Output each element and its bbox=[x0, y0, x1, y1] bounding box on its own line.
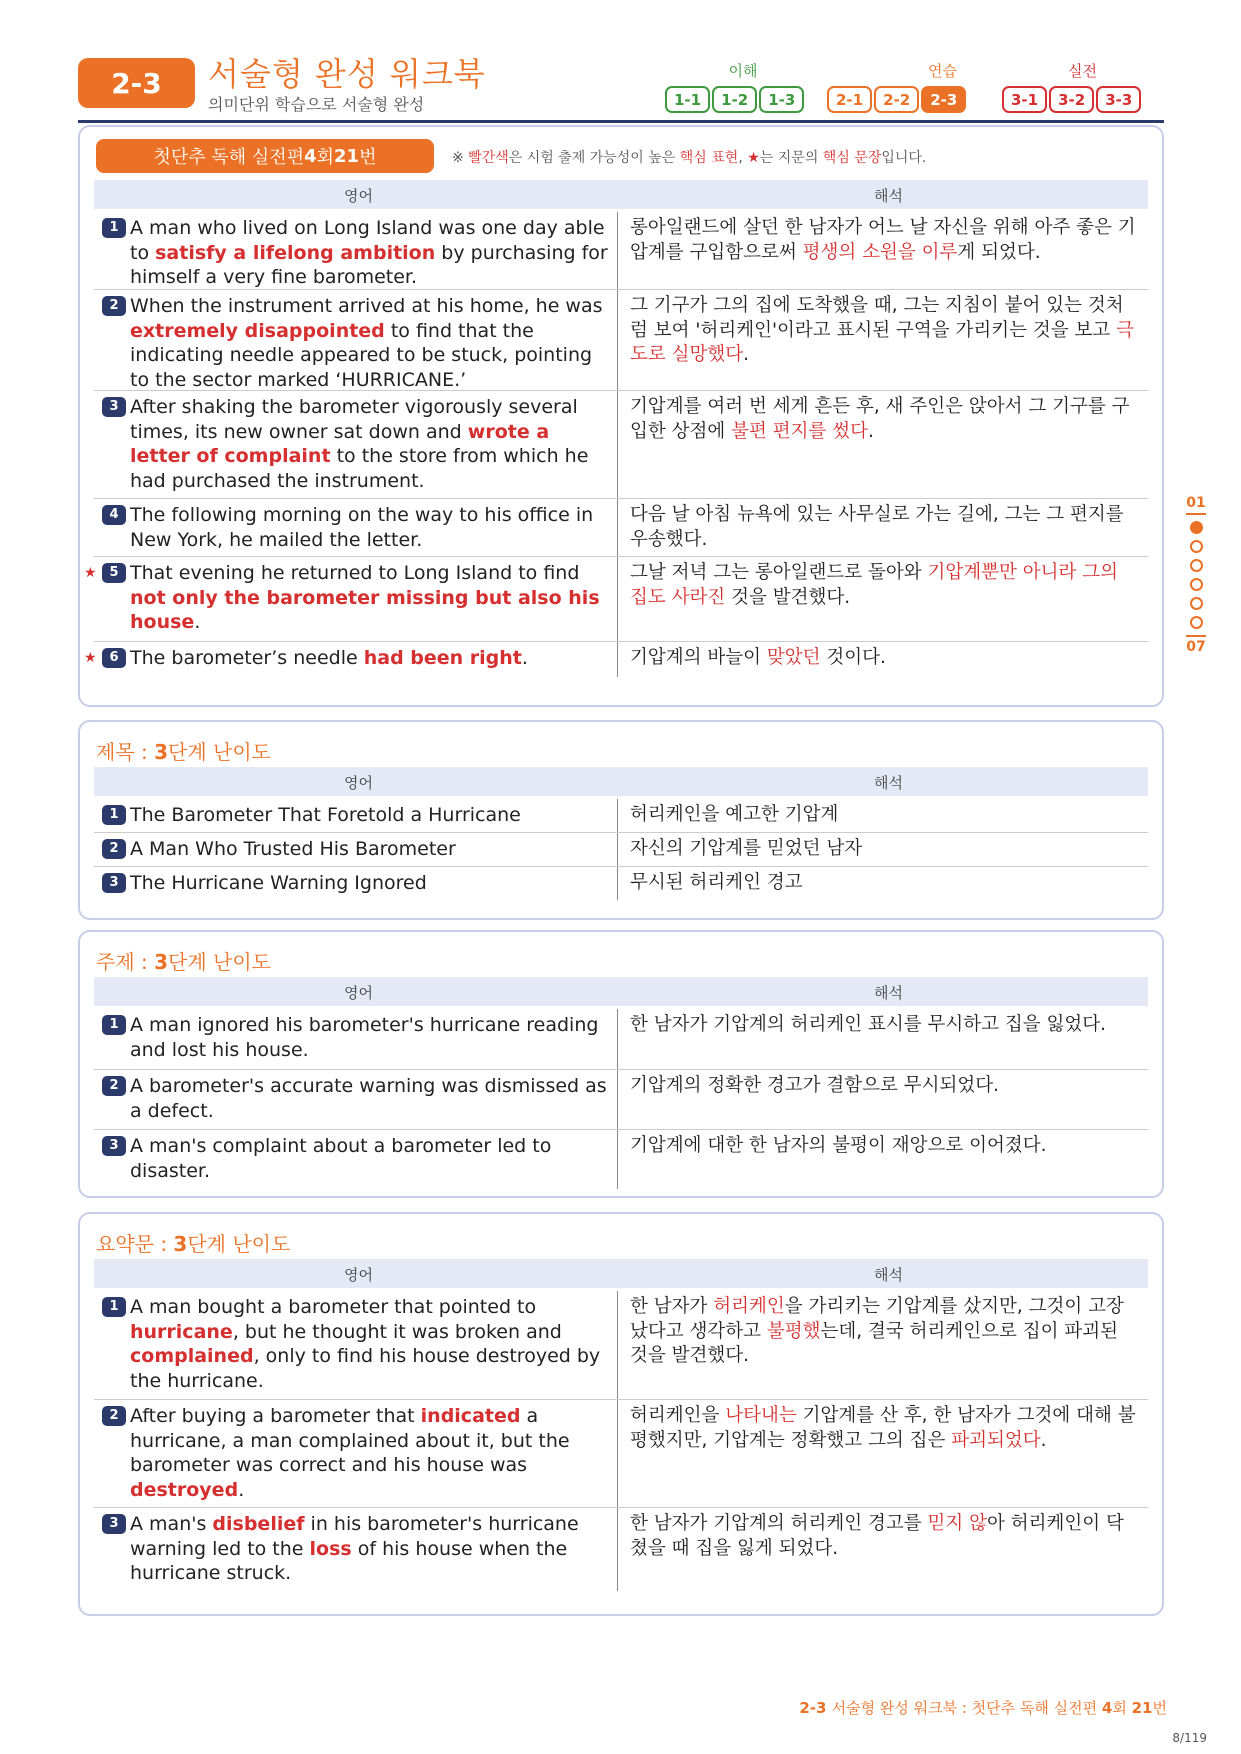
header-divider bbox=[78, 120, 1164, 123]
text: 그 기구가 그의 집에 도착했을 때, 그는 지침이 붙어 있는 것처럼 보여 '허리케인'이라고 표시된 구역을 가리키는 것을 보고 bbox=[630, 295, 1124, 341]
column-header-english: 영어 bbox=[344, 774, 373, 792]
key-expression: complained bbox=[130, 1345, 254, 1367]
korean-cell: 한 남자가 기압계의 허리케인 표시를 무시하고 집을 잃었다. bbox=[630, 1014, 1106, 1035]
english-cell bbox=[94, 799, 618, 832]
section-badge: 2-3 bbox=[78, 58, 195, 108]
option-number: 3 bbox=[102, 1514, 126, 1534]
level-label-understand: 이해 bbox=[728, 62, 758, 80]
english-cell bbox=[84, 642, 618, 677]
text: 단계 난이도 bbox=[168, 950, 271, 974]
korean-cell bbox=[618, 290, 1148, 390]
sentence-number: 1 bbox=[102, 218, 126, 238]
passage-source-pill bbox=[96, 139, 434, 173]
page-subtitle: 의미단위 학습으로 서술형 완성 bbox=[208, 95, 425, 114]
text: 허리케인을 bbox=[630, 1405, 726, 1426]
key-expression: 평생의 소원을 이루 bbox=[802, 241, 958, 263]
column-header-korean: 해석 bbox=[874, 1266, 903, 1284]
korean-cell bbox=[618, 642, 1148, 677]
passage-box bbox=[78, 125, 1164, 707]
text: 아 허리케인이 닥쳤을 때 집을 잃게 되었다. bbox=[630, 1513, 1124, 1559]
text: That evening he returned to Long Island to find bbox=[130, 562, 580, 584]
text: 서술형 완성 워크북 : 첫단추 독해 실전편 bbox=[831, 1699, 1102, 1717]
sentence-number: 2 bbox=[102, 296, 126, 316]
korean-cell bbox=[618, 1400, 1148, 1507]
title-table bbox=[94, 799, 1148, 900]
option-number: 2 bbox=[102, 1406, 126, 1426]
key-expression: 불평했 bbox=[766, 1320, 821, 1342]
table-row bbox=[94, 212, 1148, 289]
table-row bbox=[84, 641, 1148, 677]
column-header bbox=[94, 180, 1148, 209]
column-header bbox=[94, 1259, 1148, 1288]
text: After buying a barometer that bbox=[130, 1405, 421, 1427]
text: 그날 저녁 그는 롱아일랜드로 돌아와 bbox=[630, 562, 928, 583]
title-box bbox=[78, 720, 1164, 920]
level-number: 3 bbox=[154, 950, 169, 974]
korean-cell bbox=[618, 1508, 1148, 1591]
table-row bbox=[94, 390, 1148, 498]
column-header-korean: 해석 bbox=[874, 984, 903, 1002]
korean-cell bbox=[618, 1291, 1148, 1399]
text: The barometer’s needle bbox=[130, 647, 364, 669]
table-row bbox=[94, 1507, 1148, 1591]
level-label-real: 실전 bbox=[1068, 62, 1097, 80]
text: . bbox=[867, 420, 874, 442]
topic-box bbox=[78, 930, 1164, 1198]
note-red: 빨간색 bbox=[468, 150, 509, 166]
level-group-real bbox=[1000, 84, 1143, 115]
english-cell bbox=[94, 1070, 618, 1129]
korean-cell bbox=[618, 212, 1148, 289]
text: , but he thought it was broken and bbox=[232, 1320, 562, 1343]
text: 게 되었다. bbox=[957, 241, 1041, 263]
passage-table bbox=[84, 212, 1148, 677]
column-header-english: 영어 bbox=[344, 1266, 373, 1284]
key-expression: indicated bbox=[420, 1405, 521, 1427]
text: 번 bbox=[1152, 1699, 1167, 1717]
level-group-understand bbox=[663, 84, 806, 115]
text: 것을 발견했다. bbox=[725, 586, 851, 608]
level-label-practice: 연습 bbox=[928, 62, 957, 80]
footer-round: 4 bbox=[1101, 1699, 1113, 1717]
footer-number: 21 bbox=[1131, 1699, 1153, 1717]
table-row bbox=[94, 799, 1148, 832]
text: . bbox=[238, 1478, 245, 1501]
level-tab-1-3[interactable]: 1-3 bbox=[759, 86, 804, 113]
text: a hurricane, a man complained about it, but the barometer was correct and his house was bbox=[130, 1405, 570, 1476]
text: 제목 : bbox=[96, 740, 155, 764]
progress-dot[interactable] bbox=[1190, 578, 1203, 591]
table-row bbox=[94, 1009, 1148, 1069]
text: 기압계를 여러 번 세게 흔든 후, 새 주인은 앉아서 그 기구를 구입한 상점에 bbox=[630, 396, 1130, 442]
korean-cell: 자신의 기압계를 믿었던 남자 bbox=[630, 838, 863, 859]
text: 회 bbox=[1112, 1699, 1132, 1717]
key-expression: satisfy a lifelong ambition bbox=[155, 241, 436, 264]
note-text: 은 시험 출제 가능성이 높은 bbox=[508, 150, 680, 166]
table-row bbox=[94, 1399, 1148, 1507]
star-icon: ★ bbox=[84, 650, 97, 666]
key-expression: 맞았던 bbox=[766, 647, 821, 668]
english-cell bbox=[94, 1009, 618, 1069]
text: 는데, 결국 허리케인으로 집이 파괴된 것을 발견했다. bbox=[630, 1320, 1118, 1366]
text: 것이다. bbox=[820, 647, 886, 668]
text: A barometer's accurate warning was dismissed as a defect. bbox=[130, 1075, 607, 1122]
topic-table bbox=[94, 1009, 1148, 1189]
pill-number: 21 bbox=[334, 145, 360, 167]
column-header-english: 영어 bbox=[344, 984, 373, 1002]
english-cell bbox=[94, 1400, 618, 1507]
progress-dot[interactable] bbox=[1190, 540, 1203, 553]
level-group-practice bbox=[825, 84, 968, 115]
page-number: 8/119 bbox=[1172, 1731, 1207, 1745]
option-number: 3 bbox=[102, 1136, 126, 1156]
key-expression: wrote a letter of complaint bbox=[130, 420, 550, 467]
table-row bbox=[94, 866, 1148, 900]
text: , only to find his house destroyed by the hurricane. bbox=[130, 1345, 601, 1392]
level-tab-2-3[interactable]: 2-3 bbox=[921, 86, 966, 113]
key-expression: not only the barometer missing but also his house bbox=[130, 586, 600, 633]
text: to find that the indicating needle appeared to be stuck, pointing to the sector marked ‘HURRICANE.’ bbox=[130, 319, 593, 391]
sentence-number: 6 bbox=[102, 648, 126, 668]
key-expression: extremely disappointed bbox=[130, 319, 385, 342]
option-number: 1 bbox=[102, 1015, 126, 1035]
option-number: 1 bbox=[102, 1297, 126, 1317]
level-tab-2-2[interactable]: 2-2 bbox=[874, 86, 919, 113]
english-cell bbox=[94, 290, 618, 390]
english-cell bbox=[94, 1130, 618, 1189]
column-header-korean: 해석 bbox=[874, 774, 903, 792]
column-header bbox=[94, 767, 1148, 796]
english-cell bbox=[84, 557, 618, 641]
pill-text: 첫단추 독해 실전편 bbox=[153, 147, 305, 168]
side-end-number: 07 bbox=[1186, 639, 1206, 655]
column-header-korean: 해석 bbox=[874, 187, 903, 205]
progress-dot[interactable] bbox=[1190, 597, 1203, 610]
english-cell bbox=[94, 499, 618, 556]
key-expression: hurricane bbox=[130, 1320, 233, 1343]
text: of his house when the hurricane struck. bbox=[130, 1537, 568, 1584]
summary-box bbox=[78, 1212, 1164, 1616]
text: . bbox=[1040, 1429, 1047, 1451]
table-row bbox=[94, 498, 1148, 556]
english-cell bbox=[94, 212, 618, 289]
level-tab-1-2[interactable]: 1-2 bbox=[712, 86, 757, 113]
text: . bbox=[521, 647, 528, 669]
side-progress bbox=[1182, 495, 1210, 655]
progress-dot[interactable] bbox=[1190, 559, 1203, 572]
option-number: 2 bbox=[102, 1076, 126, 1096]
sentence-number: 5 bbox=[102, 563, 126, 583]
text: A man's complaint about a barometer led to disaster. bbox=[130, 1135, 552, 1182]
option-number: 3 bbox=[102, 873, 126, 893]
text: The following morning on the way to his office in New York, he mailed the letter. bbox=[130, 504, 594, 551]
key-expression: had been right bbox=[363, 647, 522, 669]
key-expression: 불편 편지를 썼다 bbox=[731, 420, 868, 442]
legend-note bbox=[452, 147, 926, 167]
footer-caption bbox=[799, 1697, 1167, 1718]
key-expression: 극도로 실망했다 bbox=[630, 319, 1134, 365]
key-expression: 허리케인 bbox=[713, 1296, 785, 1317]
korean-cell bbox=[618, 391, 1148, 498]
column-header-english: 영어 bbox=[344, 187, 373, 205]
text: A man ignored his barometer's hurricane reading and lost his house. bbox=[130, 1014, 599, 1061]
side-start-number: 01 bbox=[1186, 495, 1206, 511]
table-row bbox=[94, 289, 1148, 390]
column-header bbox=[94, 977, 1148, 1006]
note-text: ※ bbox=[452, 150, 469, 166]
text: A Man Who Trusted His Barometer bbox=[130, 838, 456, 860]
korean-cell: 허리케인을 예고한 기압계 bbox=[630, 804, 839, 825]
table-row bbox=[94, 832, 1148, 866]
level-tab-2-1[interactable]: 2-1 bbox=[827, 86, 872, 113]
korean-cell: 무시된 허리케인 경고 bbox=[630, 872, 803, 893]
text: . bbox=[194, 611, 201, 633]
table-row bbox=[94, 1069, 1148, 1129]
text: A man who lived on Long Island was one day able to bbox=[130, 217, 605, 264]
text: A man bought a barometer that pointed to bbox=[130, 1296, 537, 1318]
pill-text: 회 bbox=[316, 147, 334, 168]
text: 롱아일랜드에 살던 한 남자가 어느 날 자신을 위해 아주 좋은 기압계를 구입함으로써 bbox=[630, 217, 1136, 263]
star-icon: ★ bbox=[84, 565, 97, 581]
text: 을 가리키는 기압계를 샀지만, 그것이 고장났다고 생각하고 bbox=[630, 1296, 1124, 1342]
summary-table bbox=[94, 1291, 1148, 1591]
section-title bbox=[96, 736, 271, 765]
level-tab-3-2[interactable]: 3-2 bbox=[1049, 86, 1094, 113]
key-expression: destroyed bbox=[130, 1478, 239, 1501]
pill-text: 번 bbox=[359, 147, 377, 168]
text: When the instrument arrived at his home, he was bbox=[130, 295, 603, 317]
level-tab-3-1[interactable]: 3-1 bbox=[1002, 86, 1047, 113]
text: 단계 난이도 bbox=[168, 740, 271, 764]
level-number: 3 bbox=[154, 740, 169, 764]
text: . bbox=[743, 344, 749, 365]
text: 한 남자가 기압계의 허리케인 경고를 bbox=[630, 1513, 928, 1534]
section-title bbox=[96, 1228, 290, 1257]
text: 기압계의 바늘이 bbox=[630, 647, 767, 668]
option-number: 1 bbox=[102, 805, 126, 825]
english-cell bbox=[94, 867, 618, 900]
english-cell bbox=[94, 833, 618, 866]
text: 단계 난이도 bbox=[187, 1232, 291, 1256]
text: in his barometer's hurricane warning led to the bbox=[130, 1513, 579, 1560]
star-icon: ★ bbox=[747, 150, 760, 166]
text: by purchasing for himself a very fine barometer. bbox=[130, 241, 608, 288]
note-red: 핵심 표현 bbox=[679, 150, 739, 166]
key-expression: disbelief bbox=[212, 1513, 305, 1535]
section-title bbox=[96, 946, 271, 975]
option-number: 2 bbox=[102, 839, 126, 859]
text: A man's bbox=[130, 1513, 213, 1535]
text: The Barometer That Foretold a Hurricane bbox=[130, 804, 521, 826]
note-text: 입니다. bbox=[881, 150, 927, 166]
korean-cell: 기압계에 대한 한 남자의 불평이 재앙으로 이어졌다. bbox=[630, 1135, 1047, 1156]
level-tab-1-1[interactable]: 1-1 bbox=[665, 86, 710, 113]
level-tab-3-3[interactable]: 3-3 bbox=[1096, 86, 1141, 113]
progress-dot[interactable] bbox=[1190, 616, 1203, 629]
text: 한 남자가 bbox=[630, 1296, 714, 1317]
text: After shaking the barometer vigorously several times, its new owner sat down and bbox=[130, 396, 578, 443]
note-red: 핵심 문장 bbox=[822, 150, 882, 166]
progress-dot-active[interactable] bbox=[1190, 521, 1203, 534]
korean-cell bbox=[618, 499, 1148, 556]
key-expression: 파괴되었다 bbox=[951, 1429, 1041, 1451]
footer-badge: 2-3 bbox=[799, 1699, 832, 1717]
note-text: , bbox=[738, 150, 748, 166]
table-row bbox=[94, 1291, 1148, 1399]
text: to the store from which he had purchased the instrument. bbox=[130, 445, 589, 492]
korean-cell bbox=[618, 557, 1148, 641]
key-expression: 기압계뿐만 아니라 그의 집도 사라진 bbox=[630, 562, 1118, 608]
key-expression: 나타내는 bbox=[725, 1405, 797, 1426]
side-divider bbox=[1186, 513, 1206, 515]
english-cell bbox=[94, 1508, 618, 1591]
text: 다음 날 아침 뉴욕에 있는 사무실로 가는 길에, 그는 그 편지를 우송했다. bbox=[630, 504, 1124, 550]
text: 요약문 : bbox=[96, 1232, 174, 1256]
english-cell bbox=[94, 391, 618, 498]
text: 기압계를 산 후, 한 남자가 그것에 대해 불평했지만, 기압계는 정확했고 그의 집은 bbox=[630, 1405, 1136, 1451]
level-number: 3 bbox=[173, 1232, 188, 1256]
note-text: 는 지문의 bbox=[759, 150, 823, 166]
table-row bbox=[84, 556, 1148, 641]
english-cell bbox=[94, 1291, 618, 1399]
pill-round: 4 bbox=[304, 145, 317, 167]
table-row bbox=[94, 1129, 1148, 1189]
text: The Hurricane Warning Ignored bbox=[130, 872, 427, 894]
text: 주제 : bbox=[96, 950, 155, 974]
key-expression: loss bbox=[309, 1537, 352, 1560]
side-divider bbox=[1186, 635, 1206, 637]
sentence-number: 3 bbox=[102, 397, 126, 417]
korean-cell: 기압계의 정확한 경고가 결함으로 무시되었다. bbox=[630, 1075, 999, 1096]
page-title: 서술형 완성 워크북 bbox=[208, 55, 486, 93]
key-expression: 믿지 않 bbox=[927, 1513, 987, 1534]
sentence-number: 4 bbox=[102, 505, 126, 525]
